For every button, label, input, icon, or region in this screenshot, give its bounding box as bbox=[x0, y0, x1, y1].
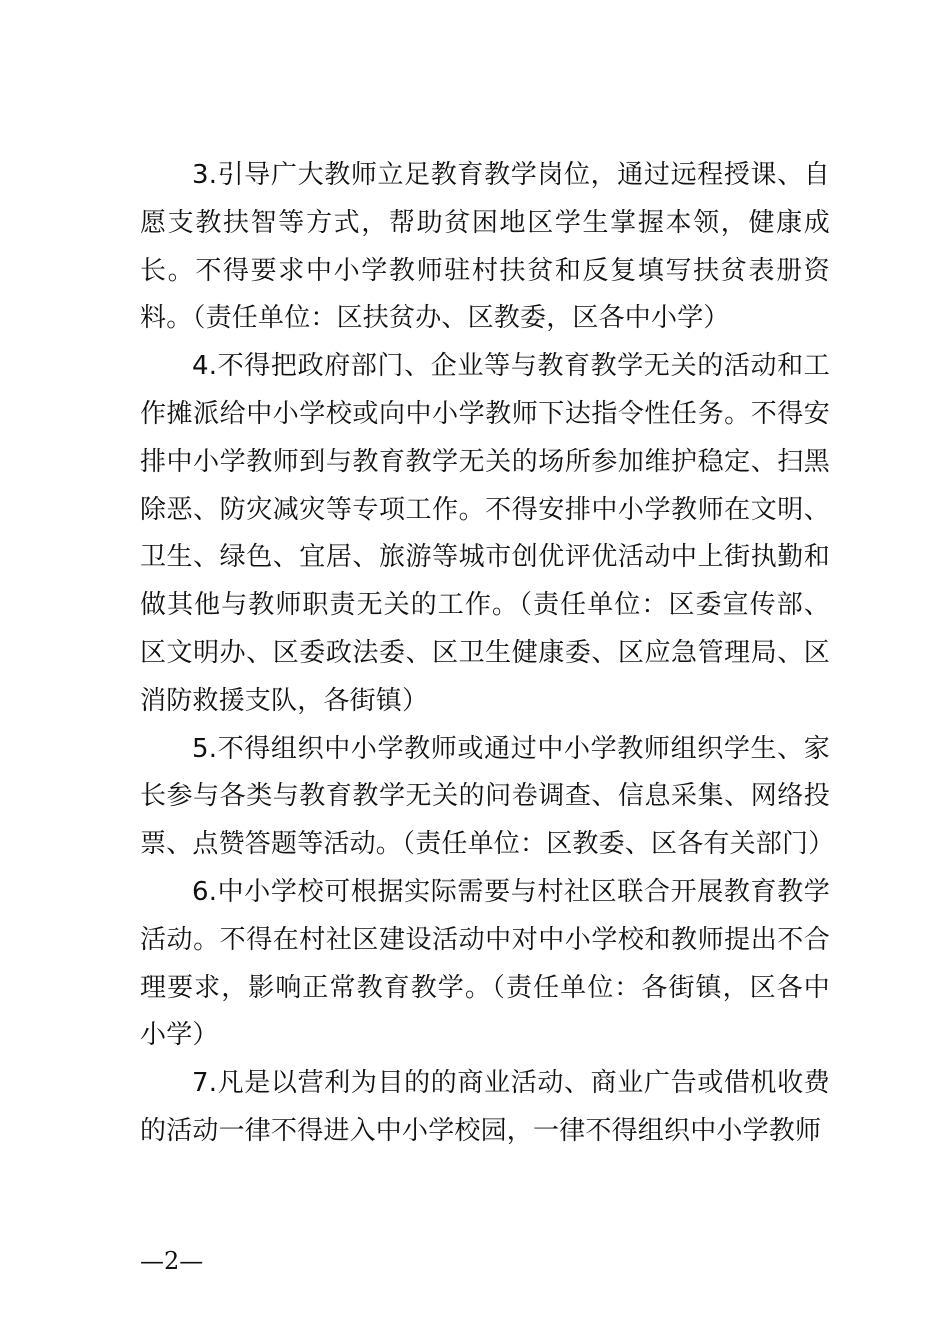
document-body bbox=[140, 152, 835, 1156]
paragraph-item-3: 3.引导广大教师立足教育教学岗位，通过远程授课、自愿支教扶智等方式，帮助贫困地区学生掌握本领，健康成长。不得要求中小学教师驻村扶贫和反复填写扶贫表册资料。（责任单位：区扶贫办、区教委，区各中小学） bbox=[140, 160, 830, 334]
paragraph-item-5: 5.不得组织中小学教师或通过中小学教师组织学生、家长参与各类与教育教学无关的问卷调查、信息采集、网络投票、点赞答题等活动。（责任单位：区教委、区各有关部门） bbox=[140, 733, 835, 860]
page-number: —2— bbox=[140, 1247, 204, 1275]
paragraph-item-4: 4.不得把政府部门、企业等与教育教学无关的活动和工作摊派给中小学校或向中小学教师下达指令性任务。不得安排中小学教师到与教育教学无关的场所参加维护稳定、扫黑除恶、防灾减灾等专项工作。不得安排中小学教师在文明、卫生、绿色、宜居、旅游等城市创优评优活动中上街执勤和做其他与教师职责无关的工作。（责任单位：区委宣传部、区文明办、区委政法委、区卫生健康委、区应急管理局、区消防救援支队，各街镇） bbox=[140, 351, 830, 716]
paragraph-item-6: 6.中小学校可根据实际需要与村社区联合开展教育教学活动。不得在村社区建设活动中对中小学校和教师提出不合理要求，影响正常教育教学。（责任单位：各街镇，区各中小学） bbox=[140, 876, 830, 1051]
paragraph-item-7: 7.凡是以营利为目的的商业活动、商业广告或借机收费的活动一律不得进入中小学校园，一律不得组织中小学教师 bbox=[140, 1068, 830, 1146]
